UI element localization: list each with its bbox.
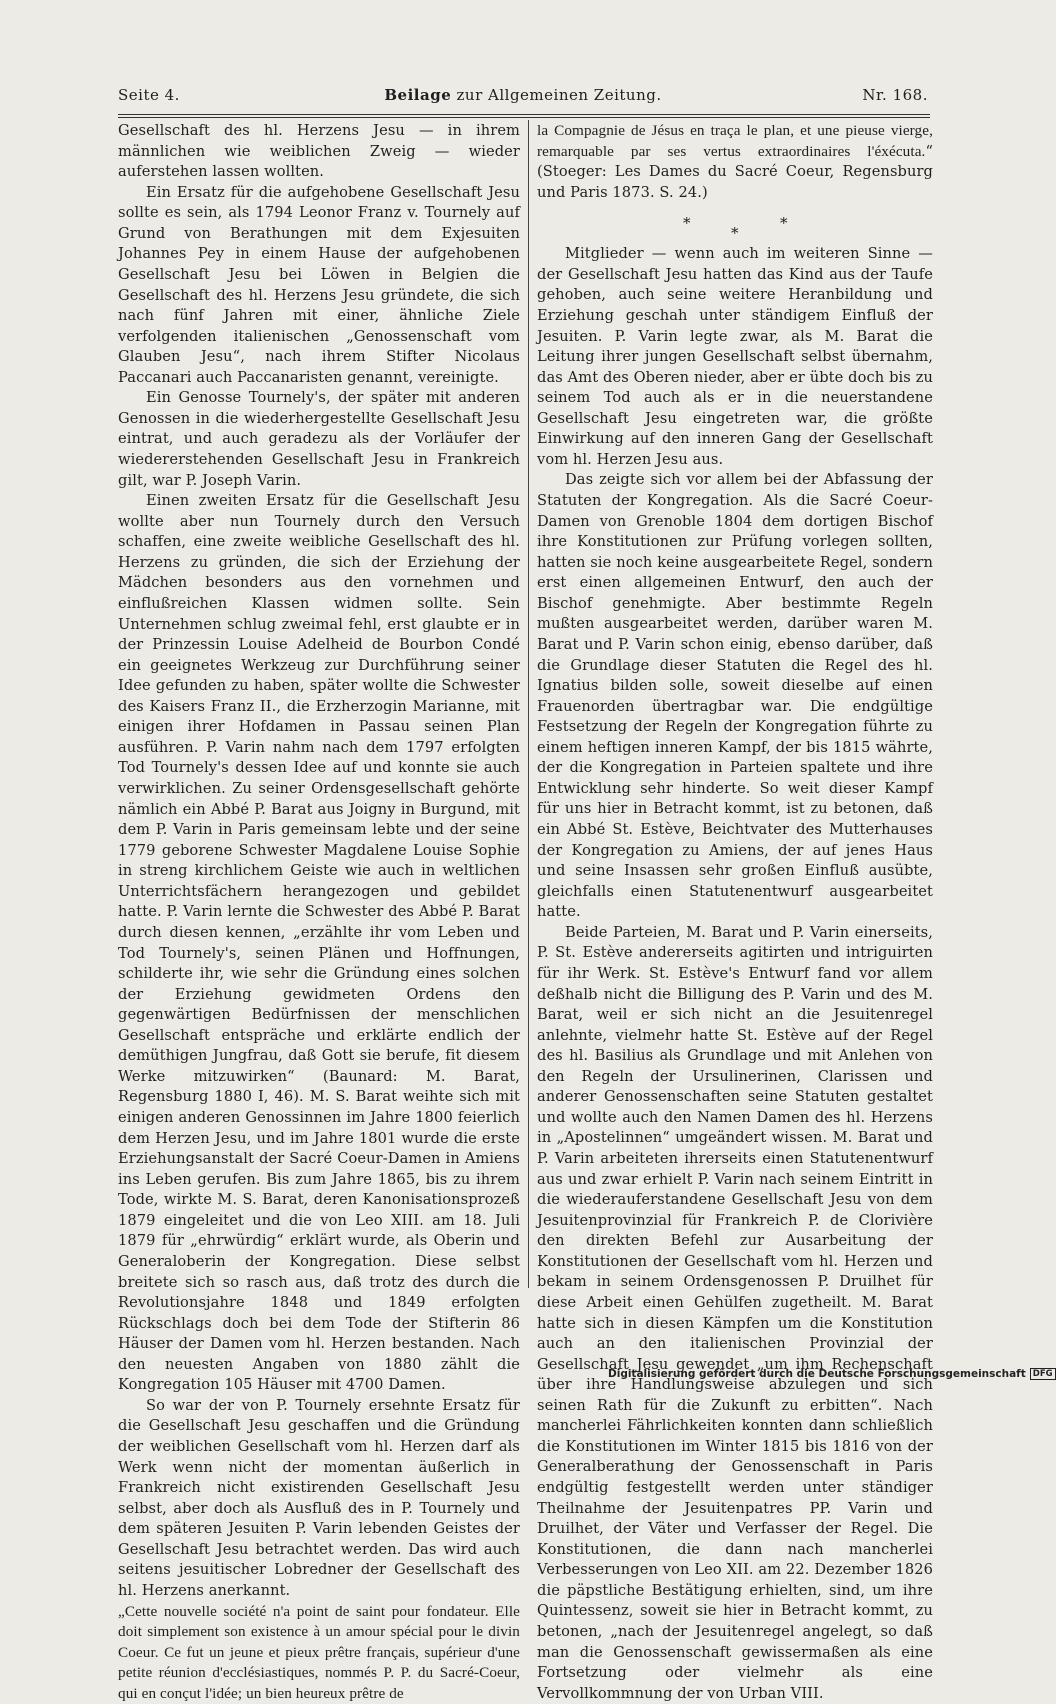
separator-star: * [683, 213, 691, 234]
paragraph: Einen zweiten Ersatz für die Gesellschaft Jesu wollte aber nun Tournely durch den Versuch schaffen, eine zweite weibliche Gesellschaft des hl. Herzens zu gründen, die sich der Erziehung der Mädchen besonders aus den vornehmen und einflußreichen Klassen widmen sollte. Sein Unternehmen schlug zweimal fehl, erst glaubte er in der Prinzessin Louise Adelheid de Bourbon Condé ein geeignetes Werkzeug zur Durchführung seiner Idee gefunden zu haben, später wollte die Schwester des Kaisers Franz II., die Erzherzogin Marianne, mit einigen ihrer Hofdamen in Passau seinen Plan ausführen. P. Varin nahm nach dem 1797 erfolgten Tod Tournely's dessen Idee auf und konnte sie auch verwirklichen. Zu seiner Ordensgesellschaft gehörte nämlich ein Abbé P. Barat aus Joigny in Burgund, mit dem P. Varin in Paris gemeinsam lebte und der seine 1779 geborene Schwester Magdalene Louise Sophie in streng kirchlichem Geiste wie auch in weltlichen Unterrichtsfächern herangezogen und gebildet hatte. P. Varin lernte die Schwester des Abbé P. Barat durch diesen kennen, „erzählte ihr vom Leben und Tod Tournely's, seinen Plänen und Hoffnungen, schilderte ihr, wie sehr die Gründung eines solchen der Erziehung gewidmeten Ordens den gegenwärtigen Bedürfnissen der menschlichen Gesellschaft entspräche und erklärte endlich der demüthigen Jungfrau, daß Gott sie berufe, fit diesem Werke mitzuwirken“ (Baunard: M. Barat, Regensburg 1880 I, 46). M. S. Barat weihte sich mit einigen anderen Genossinnen im Jahre 1800 feierlich dem Herzen Jesu, und im Jahre 1801 wurde die erste Erziehungsanstalt der Sacré Coeur-Damen in Amiens ins Leben gerufen. Bis zum Jahre 1865, bis zu ihrem Tode, wirkte M. S. Barat, deren Kanonisationsprozeß 1879 eingeleitet und die von Leo XIII. am 18. Juli 1879 für „ehrwürdig“ erklärt wurde, als Oberin und Generaloberin der Kongregation. Diese selbst breitete sich so rasch aus, daß trotz des durch die Revolutionsjahre 1848 und 1849 erfolgten Rückschlags doch bei dem Tode der Stifterin 86 Häuser der Damen vom hl. Herzen bestanden. Nach den neuesten Angaben von 1880 zählt die Kongregation 105 Häuser mit 4700 Damen. [118, 491, 520, 1396]
issue-number: Nr. 168. [862, 86, 928, 104]
separator-star: * [731, 223, 739, 244]
page-header [118, 86, 928, 112]
paragraph: Das zeigte sich vor allem bei der Abfassung der Statuten der Kongregation. Als die Sacré Coeur-Damen von Grenoble 1804 dem dortigen Bischof ihre Konstitutionen zur Prüfung vorlegen sollten, hatten sie noch keine ausgearbeitete Regel, sondern erst einen allgemeinen Entwurf, den auch der Bischof genehmigte. Aber bestimmte Regeln mußten ausgearbeitet werden, darüber waren M. Barat und P. Varin schon einig, ebenso darüber, daß die Grundlage dieser Statuten die Regel des hl. Ignatius bilden solle, soweit dieselbe auf einen Frauenorden übertragbar war. Die endgültige Festsetzung der Regeln der Kongregation führte zu einem heftigen inneren Kampf, der bis 1815 währte, der die Kongregation in Parteien spaltete und ihre Entwicklung sehr hinderte. So weit dieser Kampf für uns hier in Betracht kommt, ist zu betonen, daß ein Abbé St. Estève, Beichtvater des Mutterhauses der Kongregation zu Amiens, der auf jenes Haus und seine Insassen sehr großen Einfluß ausübte, gleichfalls einen Statutenentwurf ausgearbeitet hatte. [537, 470, 933, 922]
paragraph: Beide Parteien, M. Barat und P. Varin einerseits, P. St. Estève andererseits agitirten und intriguirten für ihr Werk. St. Estève's Entwurf fand vor allem deßhalb nicht die Billigung des P. Varin und des M. Barat, weil er sich nicht an die Jesuitenregel anlehnte, vielmehr hatte St. Estève auf der Regel des hl. Basilius als Grundlage und mit Anlehen von den Regeln der Ursulinerinen, Clarissen und anderer Genossenschaften seine Statuten gestaltet und wollte auch den Namen Damen des hl. Herzens in „Apostelinnen“ umgeändert wissen. M. Barat und P. Varin arbeiteten ihrerseits einen Statutenentwurf aus und zwar erhielt P. Varin nach seinem Eintritt in die wiederauferstandene Gesellschaft Jesu von dem Jesuitenprovinzial für Frankreich P. de Clorivière den direkten Befehl zur Ausarbeitung der Konstitutionen der Gesellschaft vom hl. Herzen und bekam in seinem Ordensgenossen P. Druilhet für diese Arbeit einen Gehülfen zugetheilt. M. Barat hatte sich in diesen Kämpfen um die Konstitution auch an den italienischen Provinzial der Gesellschaft Jesu gewendet „um ihm Rechenschaft über ihre Handlungsweise abzulegen und sich seinen Rath für die Zukunft zu erbitten“. Nach mancherlei Fährlichkeiten konnten dann schließlich die Konstitutionen im Winter 1815 bis 1816 von der Generalberathung der Genossenschaft in Paris endgültig festgestellt werden unter ständiger Theilnahme der Jesuitenpatres PP. Varin und Druilhet, der Väter und Verfasser der Regel. Die Konstitutionen, die dann nach mancherlei Verbesserungen von Leo XII. am 22. Dezember 1826 die päpstliche Bestätigung erhielten, sind, um ihre Quintessenz, soweit sie hier in Betracht kommt, zu betonen, „nach der Jesuitenregel angelegt, so daß man die Genossenschaft gewissermaßen als eine Fortsetzung oder vielmehr als eine Vervollkommnung der von Urban VIII. [537, 923, 933, 1704]
left-column [118, 121, 520, 1704]
publication-title [118, 86, 928, 104]
column-divider [528, 120, 529, 1288]
french-quote: „Cette nouvelle société n'a point de saint pour fondateur. Elle doit simplement son existence à un amour spécial pour le divin Coeur. Ce fut un jeune et pieux prêtre français, supérieur d'une petite réunion d'ecclésiastiques, nommés P. P. du Sacré-Coeur, qui en conçut l'idée; un bien heureux prêtre de [118, 1602, 520, 1704]
quote-source: “ (Stoeger: Les Dames du Sacré Coeur, Regensburg und Paris 1873. S. 24.) [537, 143, 933, 201]
right-column [537, 121, 933, 1704]
paragraph: So war der von P. Tournely ersehnte Ersatz für die Gesellschaft Jesu geschaffen und die Gründung der weiblichen Gesellschaft vom hl. Herzen darf als Werk wenn nicht der momentan äußerlich in Frankreich nicht existirenden Gesellschaft Jesu selbst, aber doch als Ausfluß des in P. Tournely und dem späteren Jesuiten P. Varin lebenden Geistes der Gesellschaft Jesu betrachtet werden. Das wird auch seitens jesuitischer Lobredner der Gesellschaft des hl. Herzens anerkannt. [118, 1396, 520, 1602]
title-prefix: Beilage [384, 86, 451, 104]
quote-french-text: la Compagnie de Jésus en traça le plan, et une pieuse vierge, remarquable par ses vertus extraordinaires l'éxécuta. [537, 122, 933, 160]
page-number: Seite 4. [118, 86, 180, 104]
section-separator [537, 203, 933, 244]
paragraph: Ein Genosse Tournely's, der später mit anderen Genossen in die wiederhergestellte Gesellschaft Jesu eintrat, und auch geradezu als der Vorläufer der wiedererstehenden Gesellschaft Jesu in Frankreich gilt, war P. Joseph Varin. [118, 388, 520, 491]
paragraph: Gesellschaft des hl. Herzens Jesu — in ihrem männlichen wie weiblichen Zweig — wieder auferstehen lassen wollten. [118, 121, 520, 183]
digitization-footer [608, 1368, 988, 1384]
title-rest: zur Allgemeinen Zeitung. [451, 86, 661, 104]
header-rule-double [118, 117, 930, 118]
dfg-logo: DFG [1030, 1368, 1056, 1380]
paragraph: Mitglieder — wenn auch im weiteren Sinne — der Gesellschaft Jesu hatten das Kind aus der Taufe gehoben, auch seine weitere Heranbildung und Erziehung geschah unter ständigem Einfluß der Jesuiten. P. Varin legte zwar, als M. Barat die Leitung ihrer jungen Gesellschaft selbst übernahm, das Amt des Oberen nieder, aber er übte doch bis zu seinem Tod auch als er in die neuerstandene Gesellschaft Jesu eingetreten war, die größte Einwirkung auf den inneren Gang der Gesellschaft vom hl. Herzen Jesu aus. [537, 244, 933, 470]
footer-text: Digitalisierung gefördert durch die Deutsche Forschungsgemeinschaft [608, 1368, 1026, 1380]
paragraph: Ein Ersatz für die aufgehobene Gesellschaft Jesu sollte es sein, als 1794 Leonor Franz v. Tournely auf Grund von Berathungen mit dem Exjesuiten Johannes Pey in einem Hause der aufgehobenen Gesellschaft Jesu bei Löwen in Belgien die Gesellschaft des hl. Herzens Jesu gründete, die sich nach fünf Jahren mit einer, ähnliche Ziele verfolgenden italienischen „Genossenschaft vom Glauben Jesu“, nach ihrem Stifter Nicolaus Paccanari auch Paccanaristen genannt, vereinigte. [118, 183, 520, 389]
quote-continuation [537, 121, 933, 203]
separator-star: * [780, 213, 788, 234]
header-rule [118, 114, 930, 115]
